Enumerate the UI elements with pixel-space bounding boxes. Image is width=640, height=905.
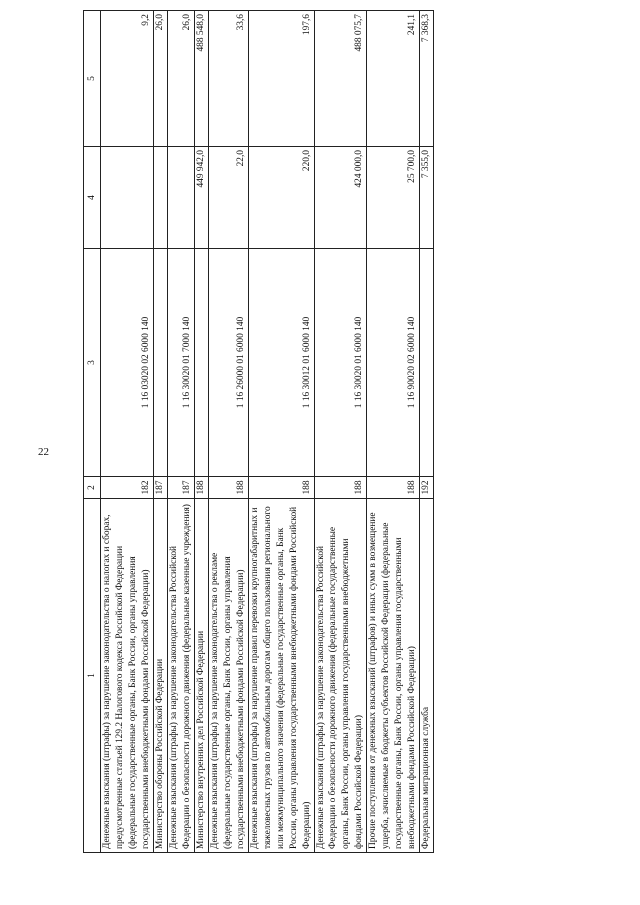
row-name: Денежные взыскания (штрафы) за нарушение законодательства о налогах и сборах, предусмотренные статьей 129.2 Налогового кодекса Российской Федерации (федеральные государственные органы, Банк России, органы управления государственными внебюджетными фондами Российской Федерации): [101, 499, 154, 853]
row-plan-value: 220,0: [248, 147, 314, 249]
page-number: 22: [38, 446, 49, 458]
table-row: [420, 11, 434, 853]
row-plan-value: [167, 147, 194, 249]
document-sheet: [83, 11, 563, 853]
row-fact-value: 26,0: [167, 11, 194, 147]
table-row: [208, 11, 248, 853]
row-admin-code: 182: [101, 477, 154, 499]
row-plan-value: 7 355,0: [420, 147, 434, 249]
row-name: Денежные взыскания (штрафы) за нарушение законодательства Российской Федерации о безопасности дорожного движения (федеральные казенные учреждения): [167, 499, 194, 853]
row-budget-code: 1 16 30020 01 6000 140: [314, 249, 367, 477]
row-name: Денежные взыскания (штрафы) за нарушение правил перевозки крупногабаритных и тяжеловесных грузов по автомобильным дорогам общего пользования регионального или межмуниципального значения (федеральные государственные органы, Банк России, органы управления государственными внебюджетными фондами Российской Федерации): [248, 499, 314, 853]
row-budget-code: 1 16 30020 01 7000 140: [167, 249, 194, 477]
row-budget-code: [194, 249, 208, 477]
row-name: Денежные взыскания (штрафы) за нарушение законодательства Российской Федерации о безопасности дорожного движения (федеральные государственные органы, Банк России, органы управления государственными внебюджетными фондами Российской Федерации): [314, 499, 367, 853]
row-fact-value: 26,0: [153, 11, 167, 147]
row-budget-code: 1 16 26000 01 6000 140: [208, 249, 248, 477]
row-admin-code: 188: [208, 477, 248, 499]
row-budget-code: 1 16 90020 02 6000 140: [367, 249, 420, 477]
row-plan-value: 25 700,0: [367, 147, 420, 249]
row-fact-value: 488 548,0: [194, 11, 208, 147]
row-admin-code: 187: [167, 477, 194, 499]
row-admin-code: 192: [420, 477, 434, 499]
revenue-table: [83, 10, 434, 853]
table-row: [367, 11, 420, 853]
row-name: Федеральная миграционная служба: [420, 499, 434, 853]
column-header: 4: [84, 147, 101, 249]
row-plan-value: 424 000,0: [314, 147, 367, 249]
row-fact-value: 33,6: [208, 11, 248, 147]
row-budget-code: [420, 249, 434, 477]
row-fact-value: 197,6: [248, 11, 314, 147]
table-row: [101, 11, 154, 853]
column-header: 1: [84, 499, 101, 853]
table-row: [248, 11, 314, 853]
row-name: Министерство внутренних дел Российской Федерации: [194, 499, 208, 853]
row-plan-value: [153, 147, 167, 249]
row-plan-value: [101, 147, 154, 249]
table-row: [194, 11, 208, 853]
row-budget-code: 1 16 03020 02 6000 140: [101, 249, 154, 477]
row-name: Прочие поступления от денежных взысканий (штрафов) и иных сумм в возмещение ущерба, зачисляемые в бюджеты субъектов Российской Федерации (федеральные государственные органы, Банк России, органы управления государственными внебюджетными фондами Российской Федерации): [367, 499, 420, 853]
row-fact-value: 7 368,3: [420, 11, 434, 147]
row-name: Денежные взыскания (штрафы) за нарушение законодательства о рекламе (федеральные государственные органы, Банк России, органы управления государственными внебюджетными фондами Российской Федерации): [208, 499, 248, 853]
table-row: [167, 11, 194, 853]
row-admin-code: 187: [153, 477, 167, 499]
row-admin-code: 188: [248, 477, 314, 499]
table-header-row: [84, 11, 101, 853]
table-row: [314, 11, 367, 853]
row-budget-code: 1 16 30012 01 6000 140: [248, 249, 314, 477]
row-budget-code: [153, 249, 167, 477]
row-admin-code: 188: [194, 477, 208, 499]
row-fact-value: 488 075,7: [314, 11, 367, 147]
column-header: 3: [84, 249, 101, 477]
row-admin-code: 188: [314, 477, 367, 499]
column-header: 2: [84, 477, 101, 499]
row-admin-code: 188: [367, 477, 420, 499]
row-plan-value: 22,0: [208, 147, 248, 249]
row-fact-value: 9,2: [101, 11, 154, 147]
column-header: 5: [84, 11, 101, 147]
row-fact-value: 241,1: [367, 11, 420, 147]
row-name: Министерство обороны Российской Федерации: [153, 499, 167, 853]
table-row: [153, 11, 167, 853]
row-plan-value: 449 942,0: [194, 147, 208, 249]
